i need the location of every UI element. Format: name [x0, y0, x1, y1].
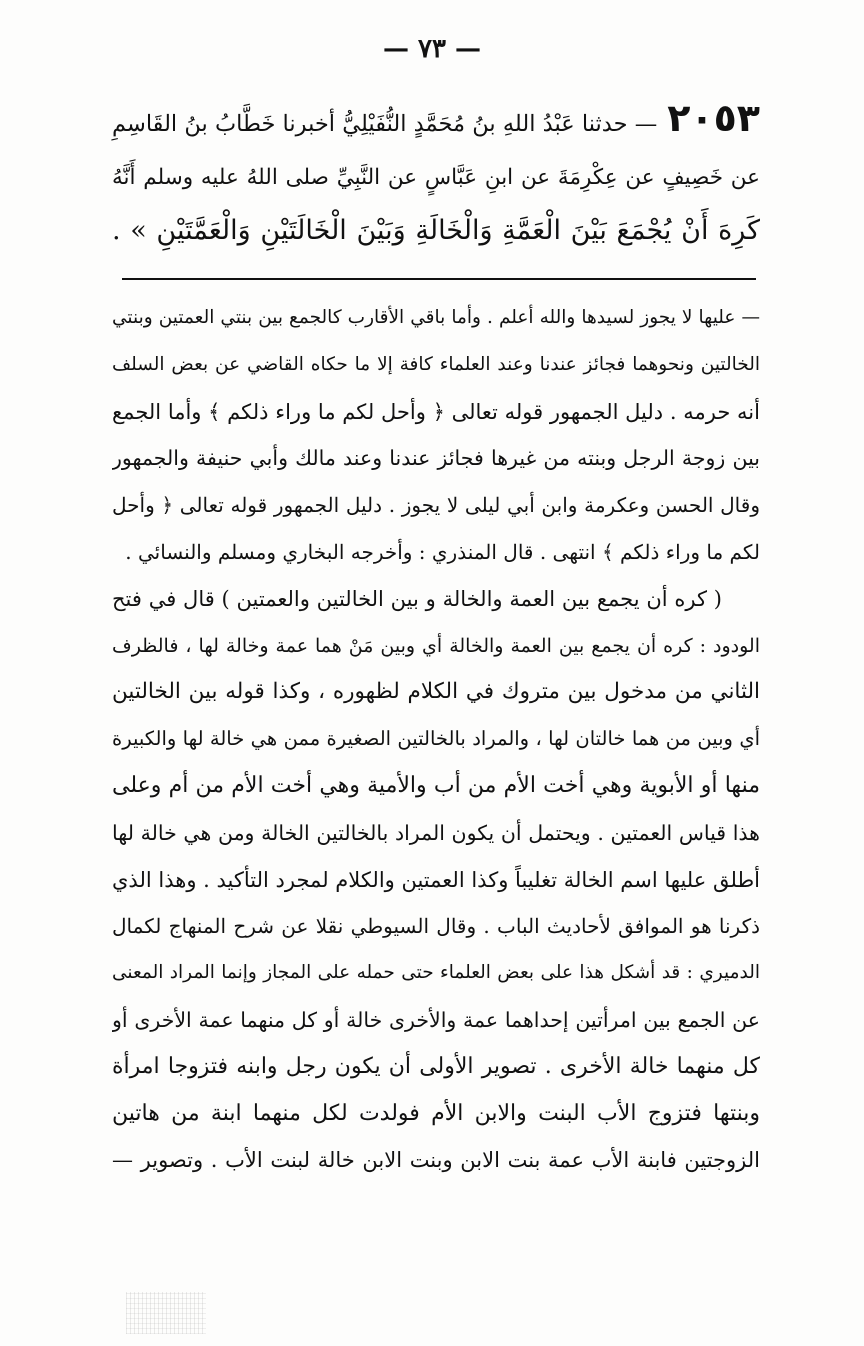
commentary-line: أي وبين من هما خالتان لها ، والمراد بالخالتين الصغيرة ممن هي خالة لها والكبيرة [112, 727, 760, 751]
hadith-line: عن خَصِيفٍ عن عِكْرِمَةَ عن ابنِ عَبَّاسٍ عن النَّبِيِّ صلى اللهُ عليه وسلم أَنَّهُ [112, 165, 760, 190]
commentary-line: عن الجمع بين امرأتين إحداهما عمة والأخرى خالة أو كل منهما عمة الأخرى أو [112, 1007, 760, 1032]
commentary-line: بين زوجة الرجل وبنته من غيرها فجائز عندنا وعند مالك وأبي حنيفة والجمهور [112, 446, 760, 471]
commentary-line: أنه حرمه . دليل الجمهور قوله تعالى ﴿ وأحل لكم ما وراء ذلكم ﴾ وأما الجمع [112, 399, 760, 424]
commentary-line: ( كره أن يجمع بين العمة والخالة و بين الخالتين والعمتين ) قال في فتح [112, 586, 722, 611]
commentary-line: الثاني من مدخول بين متروك في الكلام لظهوره ، وكذا قوله بين الخالتين [112, 679, 760, 705]
commentary-line: منها أو الأبوية وهي أخت الأم من أب والأمية وهي أخت الأم من أم وعلى [112, 772, 760, 798]
commentary-line: الزوجتين فابنة الأب عمة بنت الابن وبنت الابن خالة لبنت الأب . وتصوير — [112, 1148, 760, 1173]
commentary-line: ذكرنا هو الموافق لأحاديث الباب . وقال السيوطي نقلا عن شرح المنهاج لكمال [112, 914, 760, 939]
commentary-line: وبنتها فتزوج الأب البنت والابن الأم فولدت لكل منهما ابنة من هاتين [112, 1100, 760, 1126]
page-number: — ٧٣ — [382, 34, 482, 64]
commentary-line: لكم ما وراء ذلكم ﴾ انتهى . قال المنذري : وأخرجه البخاري ومسلم والنسائي . [125, 539, 760, 564]
hadith-line: كَرِهَ أَنْ يُجْمَعَ بَيْنَ الْعَمَّةِ وَالْخَالَةِ وَبَيْنَ الْخَالَتَيْنِ وَالْعَمَّتَيْنِ » . [112, 215, 760, 246]
commentary-line: وقال الحسن وعكرمة وابن أبي ليلى لا يجوز . دليل الجمهور قوله تعالى ﴿ وأحل [112, 493, 760, 518]
hadith-line-text: — حدثنا عَبْدُ اللهِ بنُ مُحَمَّدٍ النُّفَيْلِيُّ أخبرنا خَطَّابُ بنُ القَاسِمِ [112, 111, 658, 137]
hadith-number: ٢٠٥٣ [667, 96, 760, 140]
commentary-line: — عليها لا يجوز لسيدها والله أعلم . وأما باقي الأقارب كالجمع بين بنتي العمتين وبنتي [112, 307, 760, 328]
commentary-line: كل منهما خالة الأخرى . تصوير الأولى أن يكون رجل وابنه فتزوجا امرأة [112, 1053, 760, 1079]
scan-artifact [126, 1292, 206, 1334]
commentary-line: هذا قياس العمتين . ويحتمل أن يكون المراد بالخالتين الخالة ومن هي خالة لها [112, 820, 760, 845]
hadith-text [112, 92, 760, 257]
hadith-line [112, 92, 760, 151]
commentary-line: الودود : كره أن يجمع بين العمة والخالة أي وبين مَنْ هما عمة وخالة لها ، فالظرف [112, 634, 760, 657]
commentary-text [112, 295, 760, 1184]
commentary-line: الخالتين ونحوهما فجائز عندنا وعند العلماء كافة إلا ما حكاه القاضي عن بعض السلف [112, 353, 760, 375]
separator-rule [122, 278, 756, 280]
commentary-line: الدميري : قد أشكل هذا على بعض العلماء حتى حمله على المجاز وإنما المراد المعنى [112, 962, 760, 984]
commentary-line: أطلق عليها اسم الخالة تغليباً وكذا العمتين والكلام لمجرد التأكيد . وهذا الذي [112, 867, 760, 892]
